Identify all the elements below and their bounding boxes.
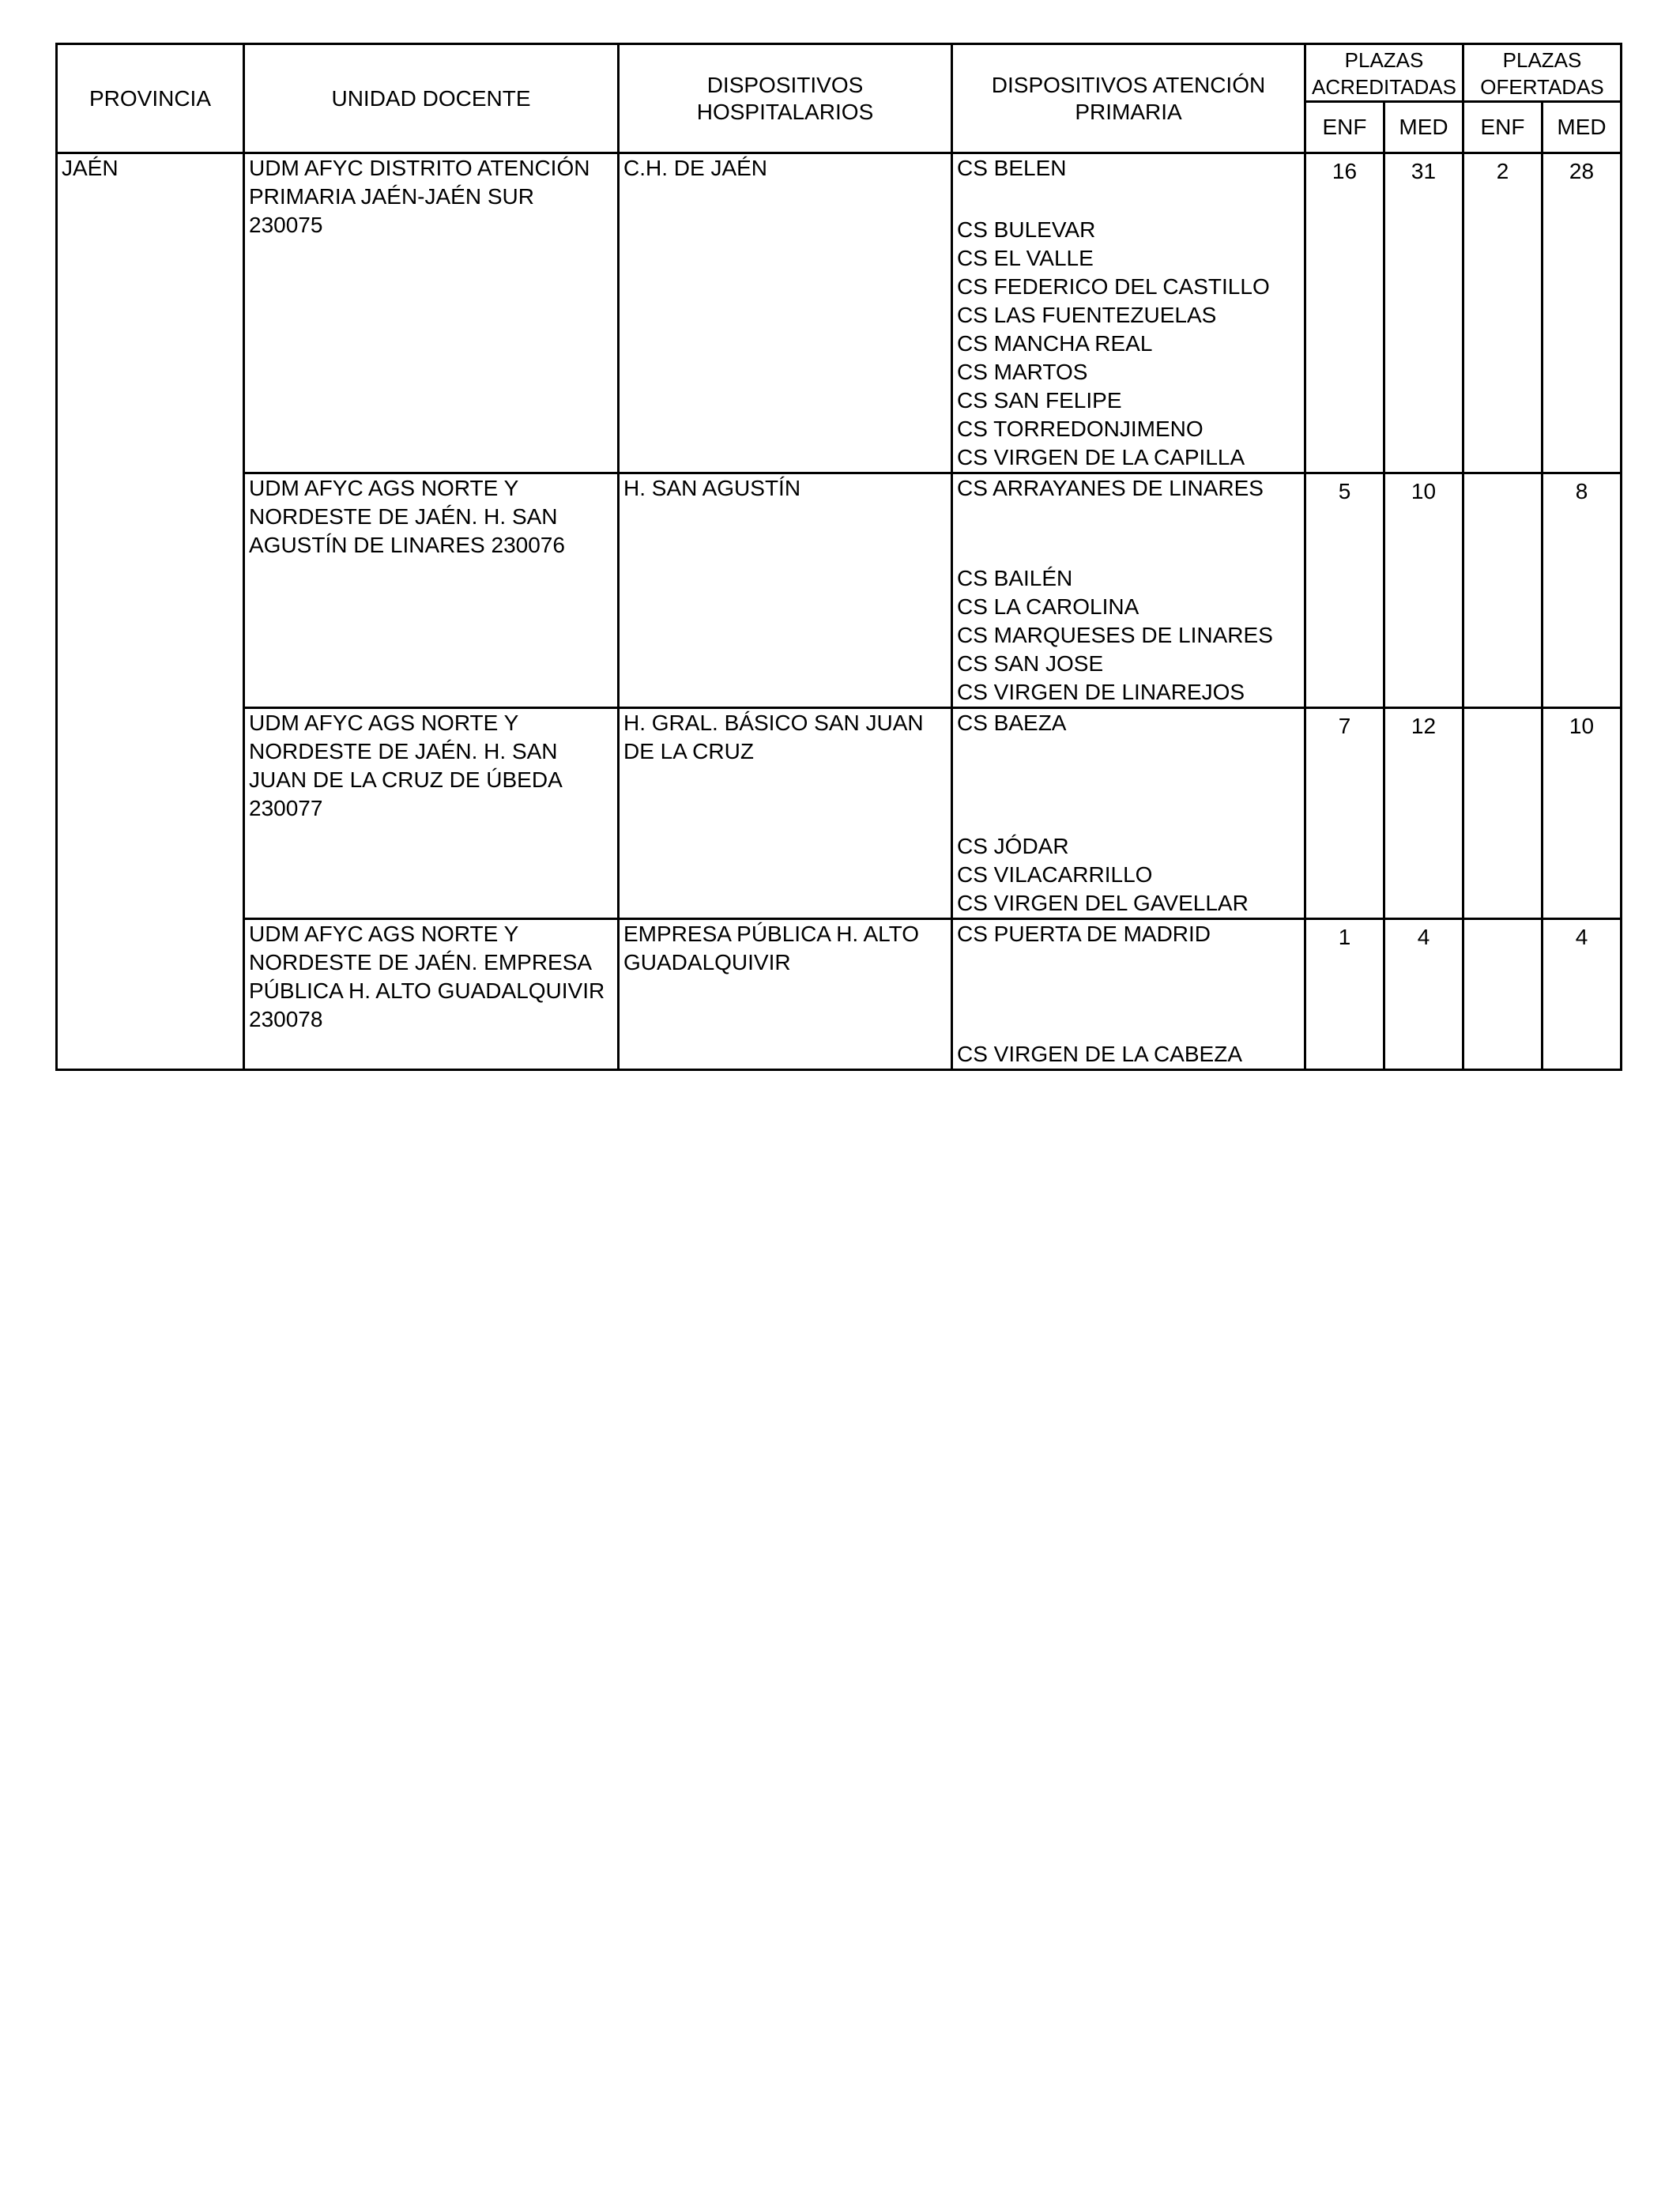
centro-item: CS LA CAROLINA [957,594,1139,619]
centro-item: CS MARQUESES DE LINARES [957,623,1273,647]
centro-item: CS PUERTA DE MADRID [957,922,1211,946]
ofertadas-enf-value [1463,919,1543,1070]
centro-item: CS VIRGEN DE LA CAPILLA [957,445,1245,469]
header-acreditadas-enf: ENF [1305,102,1384,153]
centro-item: CS VIRGEN DE LA CABEZA [957,1042,1242,1066]
provincia-cell: JAÉN [57,153,244,1070]
unidad-docente-cell: UDM AFYC AGS NORTE Y NORDESTE DE JAÉN. H. SAN AGUSTÍN DE LINARES 230076 [244,473,619,708]
table-row [57,919,1622,1070]
header-plazas-acreditadas: PLAZAS ACREDITADAS [1305,44,1463,102]
centro-item: CS JÓDAR [957,834,1069,858]
centros-cell [952,153,1305,473]
centro-item: CS VIRGEN DEL GAVELLAR [957,891,1249,915]
unidad-docente-cell: UDM AFYC DISTRITO ATENCIÓN PRIMARIA JAÉN-JAÉN SUR 230075 [244,153,619,473]
centro-item: CS ARRAYANES DE LINARES [957,476,1264,500]
header-plazas-ofertadas: PLAZAS OFERTADAS [1463,44,1622,102]
ofertadas-med-value: 10 [1543,708,1622,919]
centro-item: CS MANCHA REAL [957,331,1153,356]
centro-item: CS EL VALLE [957,246,1094,270]
acreditadas-enf-value: 16 [1305,153,1384,473]
centro-item: CS LAS FUENTEZUELAS [957,303,1217,327]
hospital-cell: C.H. DE JAÉN [619,153,952,473]
centro-item: CS TORREDONJIMENO [957,417,1203,441]
table-header [57,44,1622,153]
unidad-docente-cell: UDM AFYC AGS NORTE Y NORDESTE DE JAÉN. H. SAN JUAN DE LA CRUZ DE ÚBEDA 230077 [244,708,619,919]
centro-item: CS MARTOS [957,360,1088,384]
ofertadas-med-value: 8 [1543,473,1622,708]
ofertadas-med-value: 28 [1543,153,1622,473]
table-row [57,708,1622,919]
hospital-cell: EMPRESA PÚBLICA H. ALTO GUADALQUIVIR [619,919,952,1070]
centro-item: CS SAN JOSE [957,651,1104,676]
table-body [57,153,1622,1070]
header-unidad-docente: UNIDAD DOCENTE [244,44,619,153]
table-row [57,473,1622,708]
header-dispositivos-hospitalarios: DISPOSITIVOS HOSPITALARIOS [619,44,952,153]
unidad-docente-cell: UDM AFYC AGS NORTE Y NORDESTE DE JAÉN. EMPRESA PÚBLICA H. ALTO GUADALQUIVIR 230078 [244,919,619,1070]
hospital-cell: H. SAN AGUSTÍN [619,473,952,708]
acreditadas-enf-value: 1 [1305,919,1384,1070]
centros-cell [952,473,1305,708]
plazas-table [55,43,1622,1071]
acreditadas-med-value: 10 [1384,473,1463,708]
acreditadas-med-value: 31 [1384,153,1463,473]
centros-cell [952,708,1305,919]
acreditadas-med-value: 4 [1384,919,1463,1070]
ofertadas-enf-value: 2 [1463,153,1543,473]
hospital-cell: H. GRAL. BÁSICO SAN JUAN DE LA CRUZ [619,708,952,919]
centro-item: CS BAILÉN [957,566,1073,590]
table-row [57,153,1622,473]
header-ofertadas-enf: ENF [1463,102,1543,153]
centro-item: CS BELEN [957,156,1067,180]
centro-item: CS BULEVAR [957,217,1096,242]
ofertadas-med-value: 4 [1543,919,1622,1070]
acreditadas-enf-value: 7 [1305,708,1384,919]
ofertadas-enf-value [1463,708,1543,919]
centros-cell [952,919,1305,1070]
centro-item: CS FEDERICO DEL CASTILLO [957,274,1270,299]
header-ofertadas-med: MED [1543,102,1622,153]
centro-item: CS SAN FELIPE [957,388,1122,413]
centro-item: CS BAEZA [957,711,1067,735]
acreditadas-med-value: 12 [1384,708,1463,919]
header-dispositivos-atencion-primaria: DISPOSITIVOS ATENCIÓN PRIMARIA [952,44,1305,153]
ofertadas-enf-value [1463,473,1543,708]
header-provincia: PROVINCIA [57,44,244,153]
centro-item: CS VILACARRILLO [957,862,1153,887]
centro-item: CS VIRGEN DE LINAREJOS [957,680,1245,704]
header-acreditadas-med: MED [1384,102,1463,153]
acreditadas-enf-value: 5 [1305,473,1384,708]
